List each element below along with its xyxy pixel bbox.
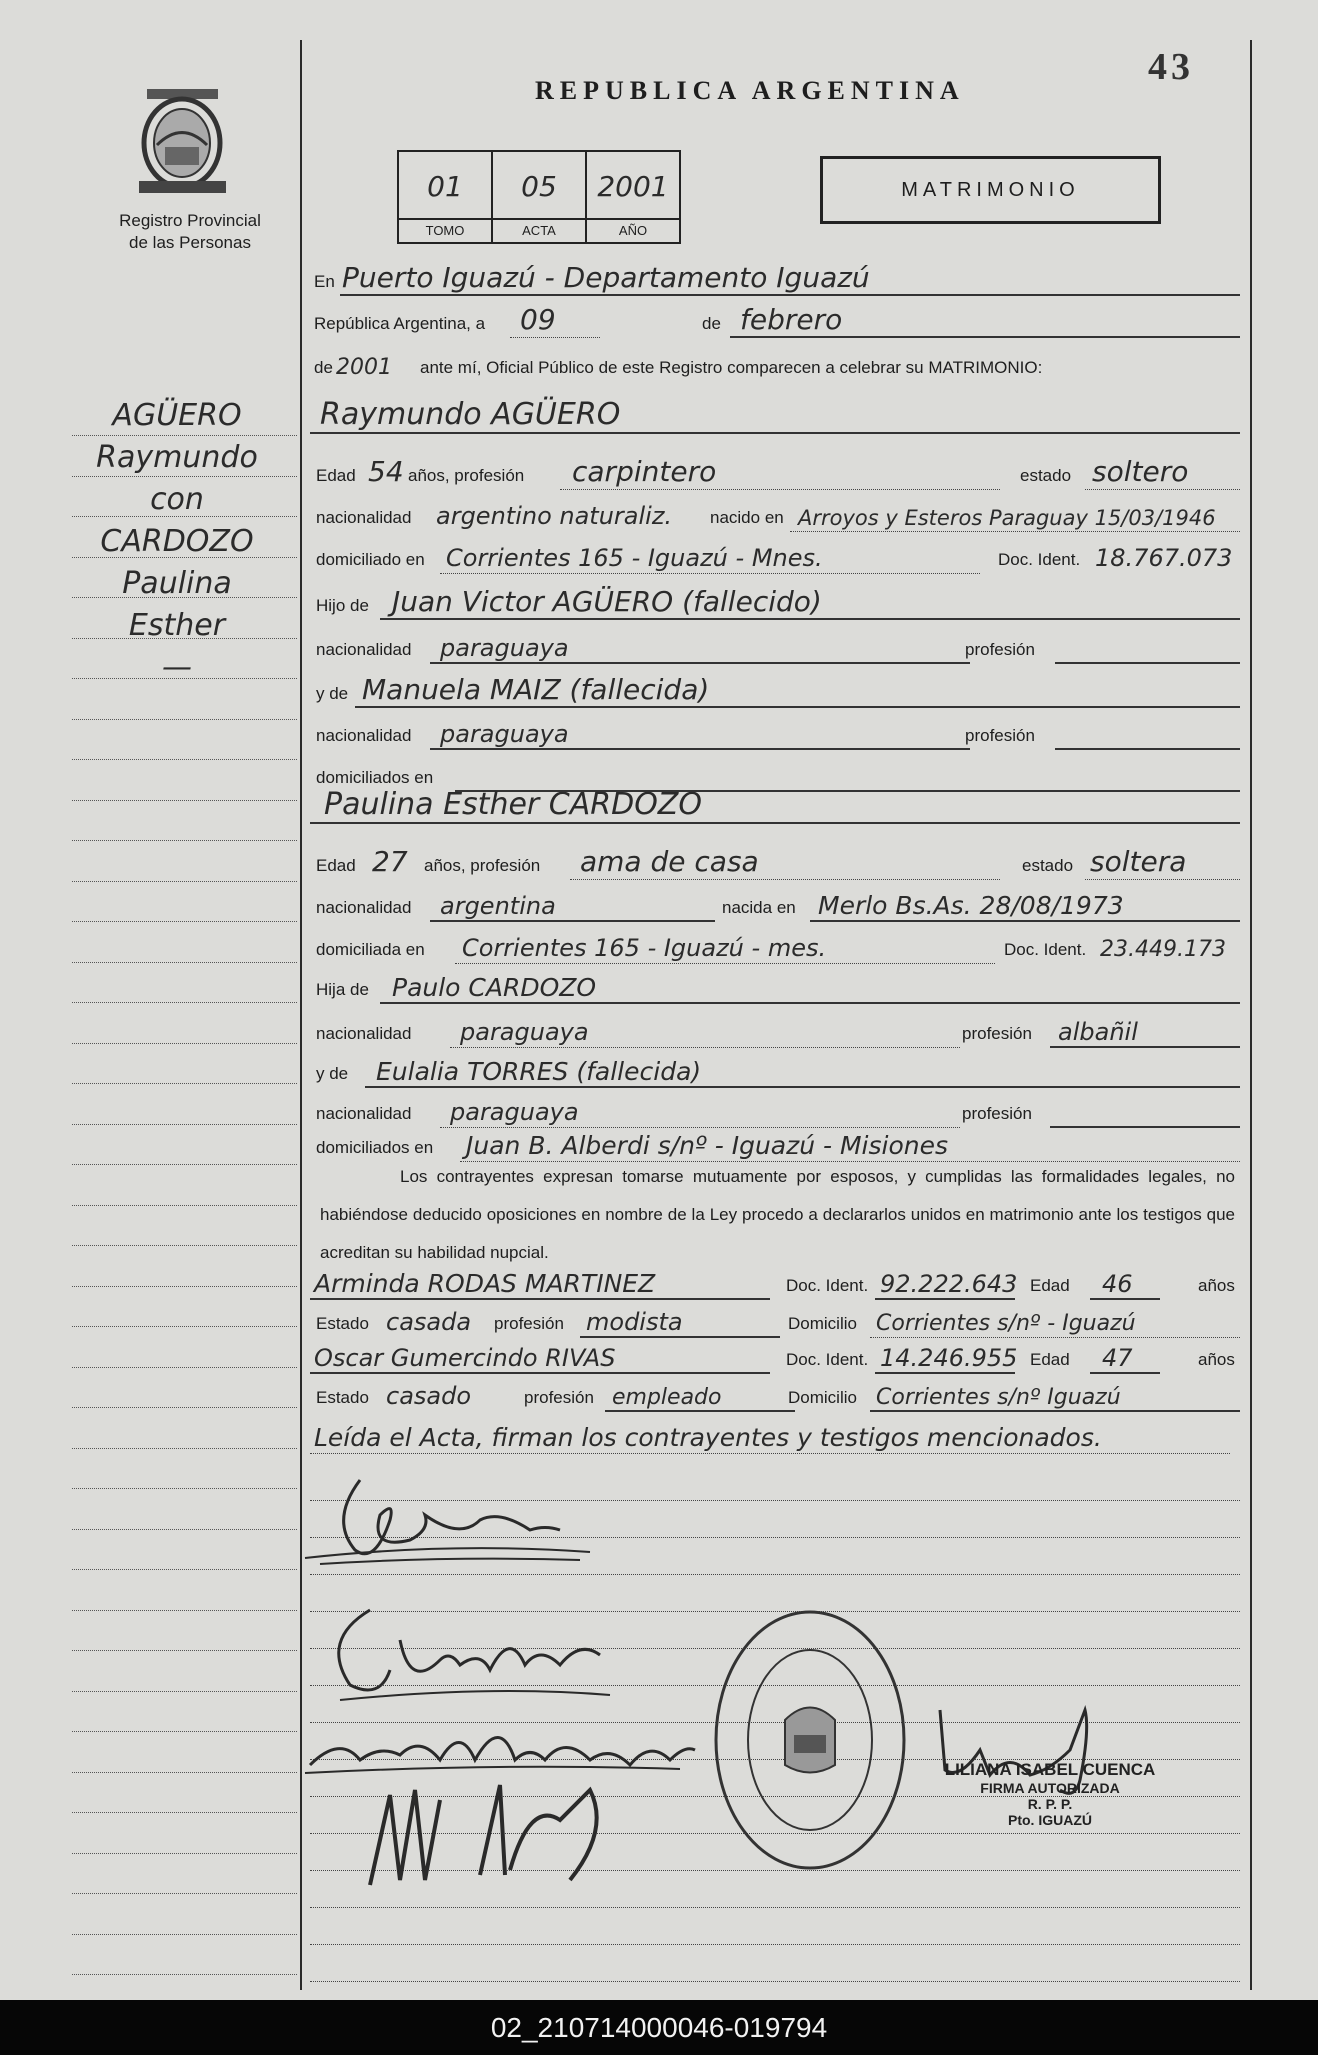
groom-name: Raymundo AGÜERO	[320, 397, 621, 432]
ruled-line	[310, 1944, 1240, 1945]
groom-mother: Manuela MAIZ (fallecida)	[362, 673, 710, 706]
label-anos-profesion: años, profesión	[408, 466, 525, 485]
label-domiciliado-en: domiciliado en	[316, 550, 425, 569]
witness-1-row-2	[310, 1300, 1240, 1340]
margin-ruled-line	[72, 1326, 297, 1327]
registry-name	[90, 210, 290, 254]
margin-ruled-line	[72, 1002, 297, 1003]
registry-line-1: Registro Provincial	[119, 211, 261, 230]
witness-2-age: 47	[1102, 1344, 1133, 1372]
groom-father-nationality: paraguaya	[440, 634, 569, 662]
label-doc-ident: Doc. Ident.	[786, 1350, 869, 1369]
label-nacionalidad: nacionalidad	[316, 898, 412, 917]
ano-cell	[587, 152, 679, 242]
page-number: 43	[1148, 46, 1194, 88]
row-bride-nationality	[310, 884, 1240, 924]
registry-line-2: de las Personas	[129, 233, 251, 252]
misiones-coat-of-arms-logo	[135, 85, 230, 200]
bride-name: Paulina Esther CARDOZO	[324, 787, 702, 822]
margin-ruled-line	[72, 1367, 297, 1368]
label-nacionalidad: nacionalidad	[316, 508, 412, 527]
row-groom-father-nat	[310, 626, 1240, 666]
margin-name-line: Paulina	[122, 566, 232, 601]
act-place: Puerto Iguazú - Departamento Iguazú	[342, 261, 870, 294]
margin-name-line: Esther	[128, 608, 226, 643]
label-nacionalidad: nacionalidad	[316, 726, 412, 745]
margin-ruled-line	[72, 1772, 297, 1773]
label-domicilio: Domicilio	[788, 1314, 857, 1333]
label-de: de	[702, 314, 721, 333]
closing-text: Leída el Acta, firman los contrayentes y testigos mencionados.	[314, 1423, 1102, 1452]
signature-groom	[300, 1460, 600, 1585]
label-profesion: profesión	[965, 640, 1035, 659]
groom-birthplace: Arroyos y Esteros Paraguay 15/03/1946	[798, 506, 1216, 530]
margin-name-line: con	[150, 482, 204, 517]
margin-ruled-line	[72, 1205, 297, 1206]
declaration-text: Los contrayentes expresan tomarse mutuamente por esposos, y cumplidas las formalidades legales, no habiéndose deducido oposiciones en nombre de la Ley procedo a declararlos unidos en matrimonio ante los testigos que acreditan su habilidad nupcial.	[320, 1167, 1235, 1262]
groom-mother-nationality: paraguaya	[440, 720, 569, 748]
label-profesion: profesión	[965, 726, 1035, 745]
margin-ruled-line	[72, 1124, 297, 1125]
margin-ruled-line	[72, 1934, 297, 1935]
groom-status: soltero	[1092, 455, 1189, 488]
act-day: 09	[520, 303, 556, 336]
official-round-seal	[710, 1605, 910, 1875]
tomo-cell	[399, 152, 493, 242]
row-bride-address	[310, 926, 1240, 966]
signature-witness-2	[340, 1760, 670, 1905]
label-nacido-en: nacido en	[710, 508, 784, 527]
label-profesion: profesión	[494, 1314, 564, 1333]
groom-profession: carpintero	[572, 455, 717, 488]
label-en: En	[314, 272, 335, 291]
margin-ruled-line	[72, 719, 297, 720]
ano-value: 2001	[597, 170, 669, 203]
margin-ruled-line	[72, 1812, 297, 1813]
label-profesion: profesión	[524, 1388, 594, 1407]
label-anos: años	[1198, 1350, 1235, 1369]
bride-mother: Eulalia TORRES (fallecida)	[376, 1057, 702, 1086]
ruled-line	[310, 1907, 1240, 1908]
margin-ruled-line	[72, 1407, 297, 1408]
act-month: febrero	[740, 303, 843, 336]
witness-1-status: casada	[386, 1308, 472, 1336]
margin-ruled-line	[72, 1731, 297, 1732]
margin-ruled-line	[72, 1488, 297, 1489]
witness-2-address: Corrientes s/nº Iguazú	[876, 1385, 1121, 1410]
groom-age: 54	[368, 455, 404, 488]
margin-ruled-line	[72, 1043, 297, 1044]
label-profesion: profesión	[962, 1104, 1032, 1123]
act-reference-box	[397, 150, 681, 244]
margin-ruled-line	[72, 435, 297, 436]
official-org: R. P. P.	[1027, 1796, 1073, 1812]
witness-1-doc: 92.222.643	[880, 1270, 1018, 1298]
label-estado: Estado	[316, 1388, 369, 1407]
closing-row	[310, 1416, 1240, 1456]
tomo-label: TOMO	[399, 218, 491, 242]
label-ante: ante mí, Oficial Público de este Registro comparecen a celebrar su MATRIMONIO:	[420, 358, 1043, 377]
country-heading: REPUBLICA ARGENTINA	[535, 76, 965, 105]
witness-1-profession: modista	[586, 1308, 683, 1336]
margin-name-line: CARDOZO	[100, 524, 254, 559]
official-name: LILIANA ISABEL CUENCA	[944, 1760, 1156, 1779]
ano-label: AÑO	[587, 218, 679, 242]
label-y-de: y de	[316, 684, 349, 703]
bride-profession: ama de casa	[580, 845, 759, 878]
row-groom-father	[310, 582, 1240, 622]
label-y-de: y de	[316, 1064, 349, 1083]
margin-name-line: Raymundo	[96, 440, 258, 475]
act-year: 2001	[336, 355, 392, 380]
margin-ruled-line	[72, 1448, 297, 1449]
row-year	[310, 344, 1240, 384]
label-estado: estado	[1020, 466, 1072, 485]
label-hijo-de: Hijo de	[316, 596, 369, 615]
official-stamp	[925, 1760, 1175, 1828]
label-nacida-en: nacida en	[722, 898, 796, 917]
bride-mother-nationality: paraguaya	[450, 1098, 579, 1126]
tomo-value: 01	[427, 170, 463, 203]
row-bride-father	[310, 966, 1240, 1006]
bride-status: soltera	[1090, 845, 1187, 878]
margin-ruled-line	[72, 1893, 297, 1894]
witness-2-name: Oscar Gumercindo RIVAS	[314, 1344, 616, 1372]
label-estado: estado	[1022, 856, 1074, 875]
row-bride-name	[310, 786, 1240, 826]
margin-ruled-line	[72, 1286, 297, 1287]
groom-doc: 18.767.073	[1095, 544, 1233, 572]
witness-1-age: 46	[1102, 1270, 1133, 1298]
witness-2-profession: empleado	[612, 1385, 722, 1410]
bride-father-nationality: paraguaya	[460, 1018, 589, 1046]
label-nacionalidad: nacionalidad	[316, 1104, 412, 1123]
groom-address: Corrientes 165 - Iguazú - Mnes.	[446, 544, 823, 572]
margin-ruled-line	[72, 1650, 297, 1651]
bride-father-profession: albañil	[1058, 1018, 1138, 1046]
margin-rule-right	[1250, 40, 1252, 1990]
bride-parents-address: Juan B. Alberdi s/nº - Iguazú - Misiones	[466, 1131, 949, 1160]
bride-age: 27	[372, 845, 408, 878]
margin-ruled-line	[72, 1569, 297, 1570]
row-groom-mother-nat	[310, 712, 1240, 752]
margin-ruled-line	[72, 1164, 297, 1165]
label-domiciliados-en: domiciliados en	[316, 768, 434, 787]
margin-ruled-line	[72, 921, 297, 922]
label-anos-profesion: años, profesión	[424, 856, 541, 875]
label-edad: Edad	[316, 856, 356, 875]
acta-label: ACTA	[493, 218, 585, 242]
row-place	[310, 258, 1240, 298]
witness-2-doc: 14.246.955	[880, 1344, 1018, 1372]
row-bride-mother	[310, 1050, 1240, 1090]
witness-1-name: Arminda RODAS MARTINEZ	[314, 1269, 656, 1298]
label-edad: Edad	[316, 466, 356, 485]
margin-ruled-line	[72, 1245, 297, 1246]
bride-doc: 23.449.173	[1100, 937, 1226, 962]
witness-1-row	[310, 1262, 1240, 1302]
label-profesion: profesión	[962, 1024, 1032, 1043]
margin-name-line: AGÜERO	[112, 398, 242, 433]
label-domiciliados-en: domiciliados en	[316, 1138, 434, 1157]
margin-ruled-line	[72, 1691, 297, 1692]
bride-father: Paulo CARDOZO	[392, 973, 597, 1002]
row-groom-name	[310, 396, 1240, 436]
margin-ruled-line	[72, 476, 297, 477]
margin-name-line: —	[162, 650, 192, 685]
acta-cell	[493, 152, 587, 242]
label-de-2: de	[314, 358, 333, 377]
label-domicilio: Domicilio	[788, 1388, 857, 1407]
margin-ruled-line	[72, 1853, 297, 1854]
label-estado: Estado	[316, 1314, 369, 1333]
row-groom-age	[310, 452, 1240, 492]
margin-ruled-line	[72, 800, 297, 801]
bride-birthplace: Merlo Bs.As. 28/08/1973	[818, 891, 1124, 920]
row-groom-address	[310, 536, 1240, 576]
row-bride-age	[310, 842, 1240, 882]
bride-nationality: argentina	[440, 892, 556, 920]
margin-ruled-line	[72, 962, 297, 963]
margin-ruled-line	[72, 881, 297, 882]
scan-id-footer: 02_210714000046-019794	[0, 2000, 1318, 2055]
label-hija-de: Hija de	[316, 980, 369, 999]
margin-ruled-line	[72, 840, 297, 841]
label-doc-ident: Doc. Ident.	[1004, 940, 1087, 959]
witness-2-row-2	[310, 1374, 1240, 1414]
act-type-box: MATRIMONIO	[820, 156, 1161, 224]
margin-ruled-line	[72, 1529, 297, 1530]
label-edad: Edad	[1030, 1276, 1070, 1295]
official-office: Pto. IGUAZÚ	[1008, 1812, 1092, 1828]
margin-ruled-line	[72, 759, 297, 760]
label-nacionalidad: nacionalidad	[316, 640, 412, 659]
row-groom-nationality	[310, 494, 1240, 534]
margin-rule-left	[300, 40, 302, 1990]
groom-nationality: argentino naturaliz.	[436, 502, 673, 530]
label-anos: años	[1198, 1276, 1235, 1295]
label-doc-ident: Doc. Ident.	[998, 550, 1081, 569]
label-nacionalidad: nacionalidad	[316, 1024, 412, 1043]
witness-2-row	[310, 1336, 1240, 1376]
margin-ruled-line	[72, 1083, 297, 1084]
label-doc-ident: Doc. Ident.	[786, 1276, 869, 1295]
label-edad: Edad	[1030, 1350, 1070, 1369]
acta-value: 05	[521, 170, 557, 203]
row-bride-father-nat	[310, 1010, 1240, 1050]
witness-2-status: casado	[386, 1382, 472, 1410]
witness-1-address: Corrientes s/nº - Iguazú	[876, 1311, 1136, 1336]
groom-father: Juan Victor AGÜERO (fallecido)	[392, 585, 822, 618]
row-groom-mother	[310, 670, 1240, 710]
label-republica-a: República Argentina, a	[314, 314, 486, 333]
label-domiciliada-en: domiciliada en	[316, 940, 425, 959]
margin-ruled-line	[72, 1610, 297, 1611]
bride-address: Corrientes 165 - Iguazú - mes.	[462, 934, 827, 962]
row-date	[310, 300, 1240, 340]
ruled-line	[310, 1981, 1240, 1982]
margin-ruled-line	[72, 1974, 297, 1975]
official-title: FIRMA AUTORIZADA	[980, 1780, 1120, 1796]
